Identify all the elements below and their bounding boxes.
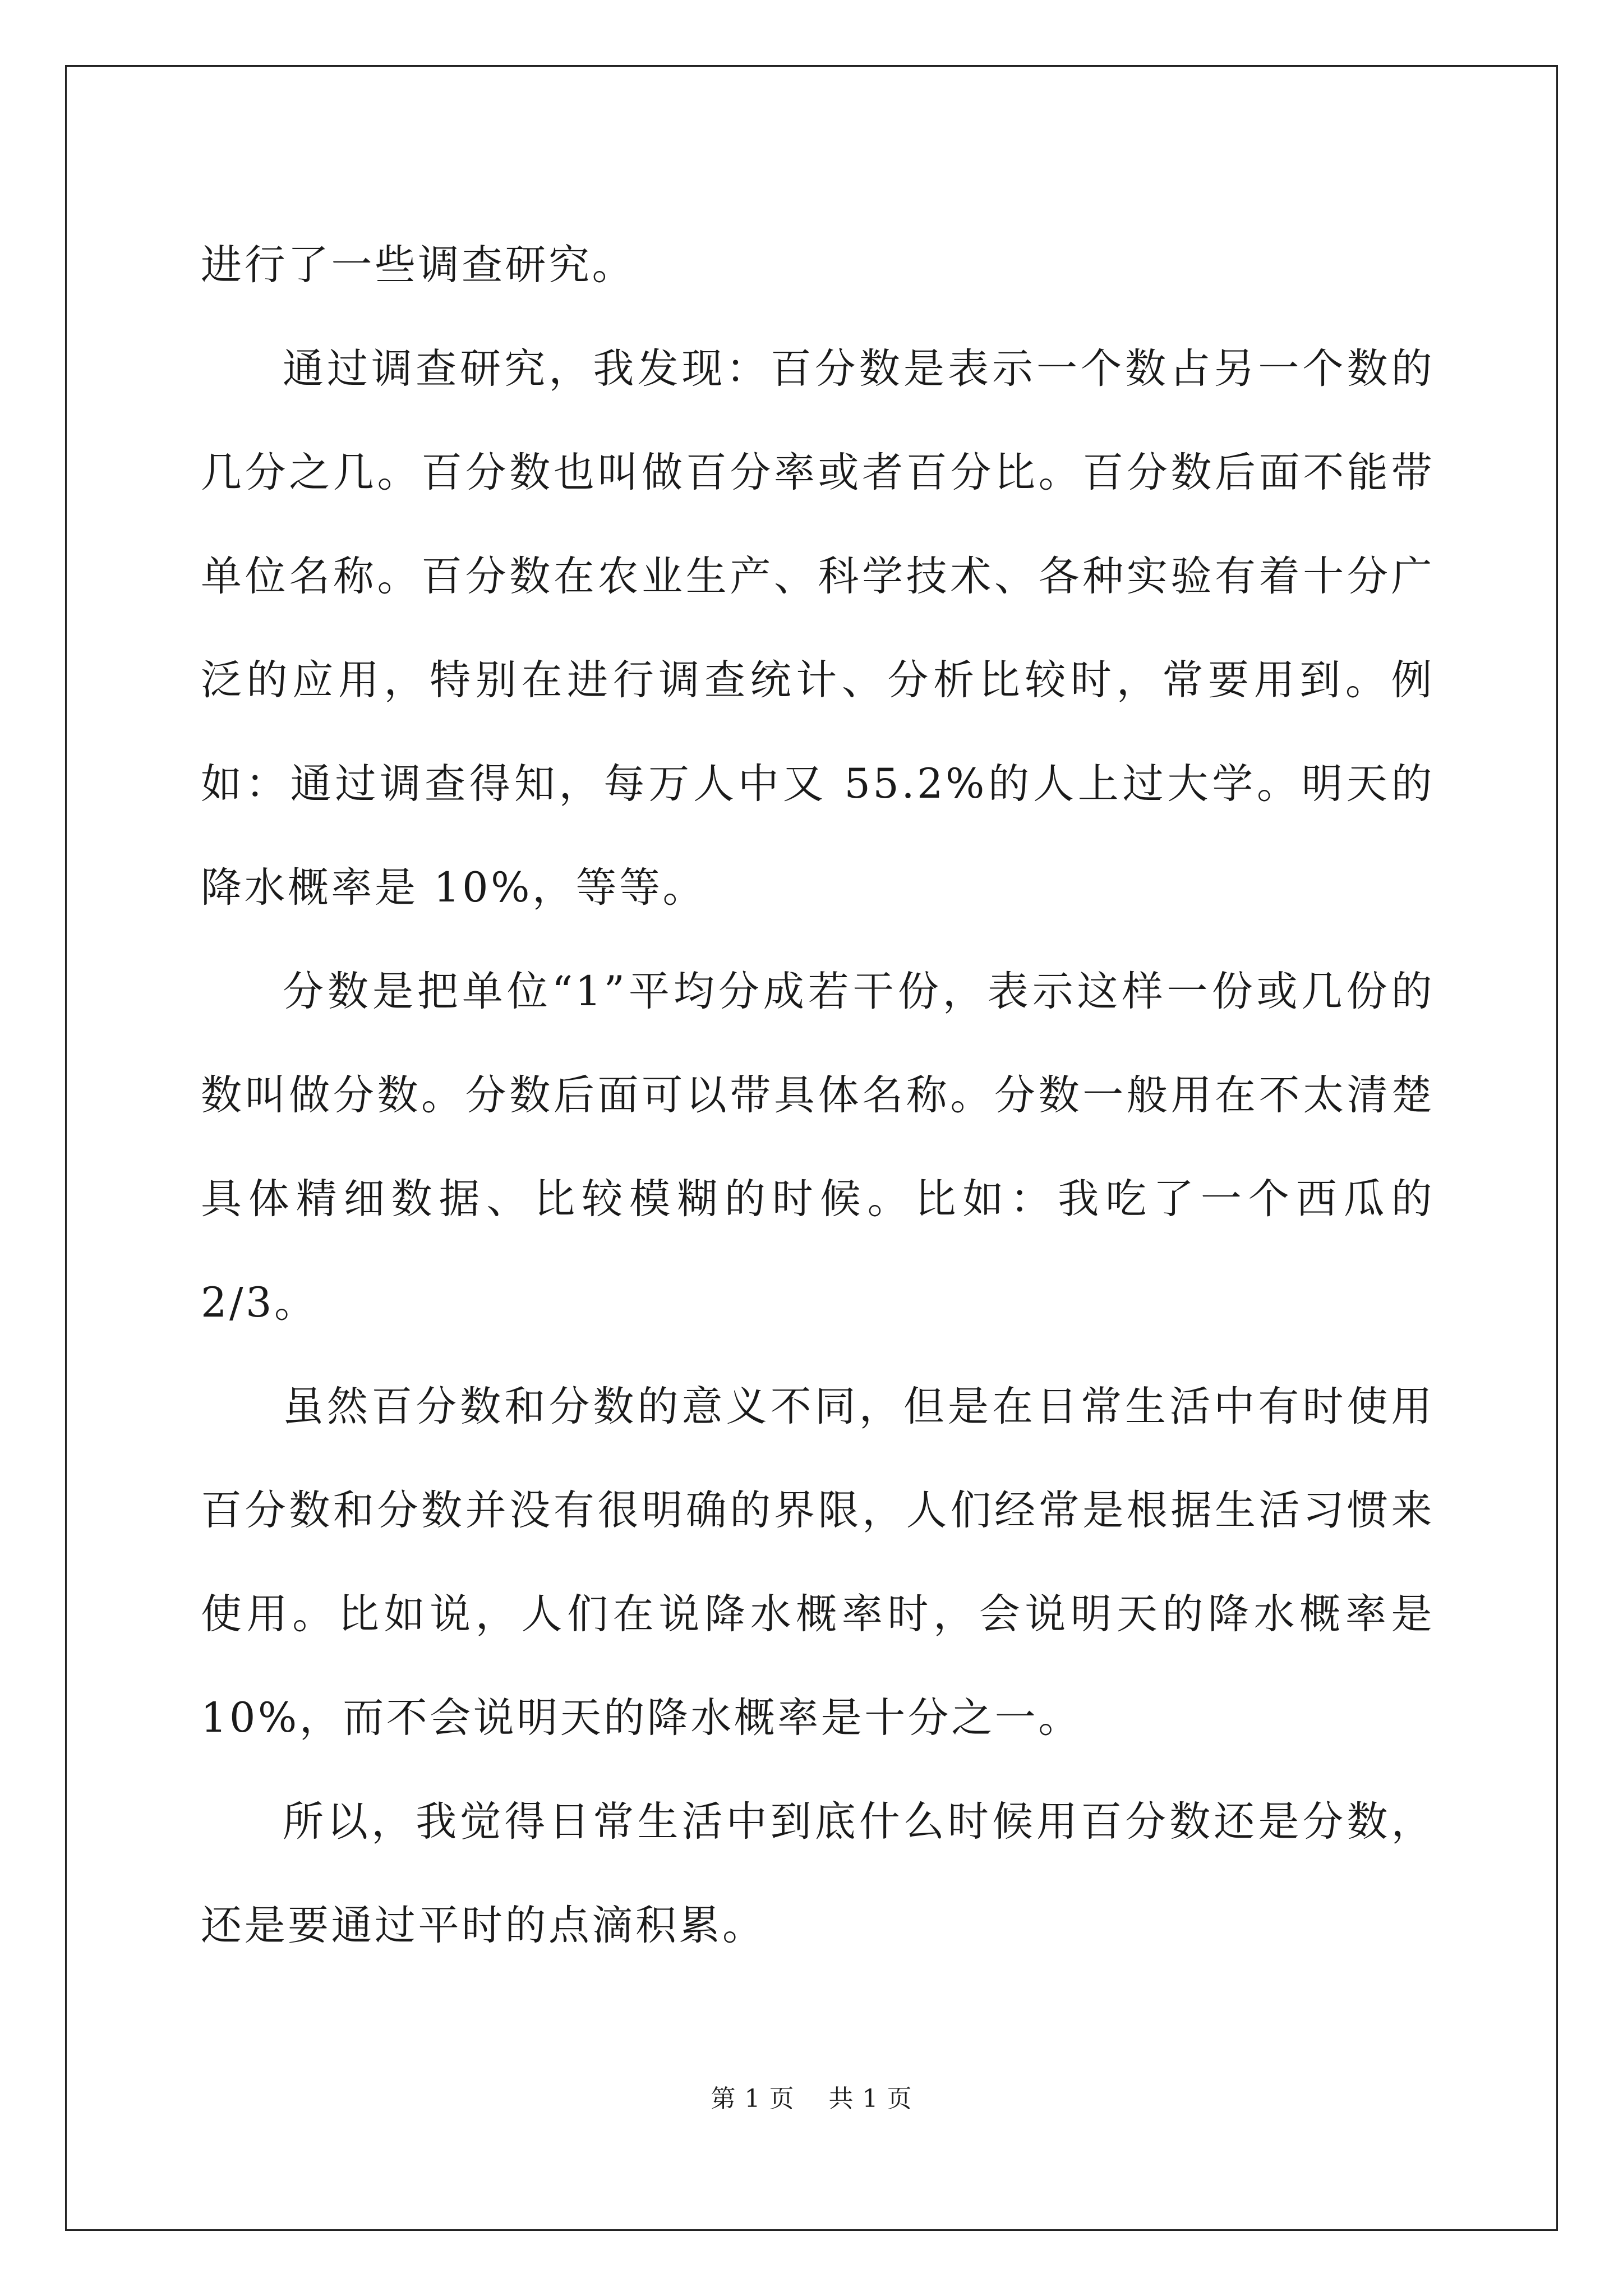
- paragraph-4: 虽然百分数和分数的意义不同，但是在日常生活中有时使用百分数和分数并没有很明确的界限，人们经常是根据生活习惯来使用。比如说，人们在说降水概率时，会说明天的降水概率是 10%，而不会说明天的降水概率是十分之一。: [201, 1383, 1450, 1742]
- page-number-total: 共 1 页: [828, 2085, 912, 2113]
- paragraph-5: 所以，我觉得日常生活中到底什么时候用百分数还是分数，还是要通过平时的点滴积累。: [201, 1798, 1435, 1949]
- document-body: [201, 213, 1450, 1977]
- page-footer: [0, 2078, 1623, 2114]
- paragraph-1: 进行了一些调查研究。: [201, 241, 635, 289]
- paragraph-2: 通过调查研究，我发现：百分数是表示一个数占另一个数的几分之几。百分数也叫做百分率或者百分比。百分数后面不能带单位名称。百分数在农业生产、科学技术、各种实验有着十分广泛的应用，特别在进行调查统计、分析比较时，常要用到。例如：通过调查得知，每万人中又 55.2%的人上过大学。明天的降水概率是 10%，等等。: [201, 345, 1435, 912]
- page-number-current: 第 1 页: [711, 2085, 795, 2113]
- paragraph-3: 分数是把单位“1”平均分成若干份，表示这样一份或几份的数叫做分数。分数后面可以带具体名称。分数一般用在不太清楚具体精细数据、比较模糊的时候。比如：我吃了一个西瓜的 2/3。: [201, 968, 1450, 1327]
